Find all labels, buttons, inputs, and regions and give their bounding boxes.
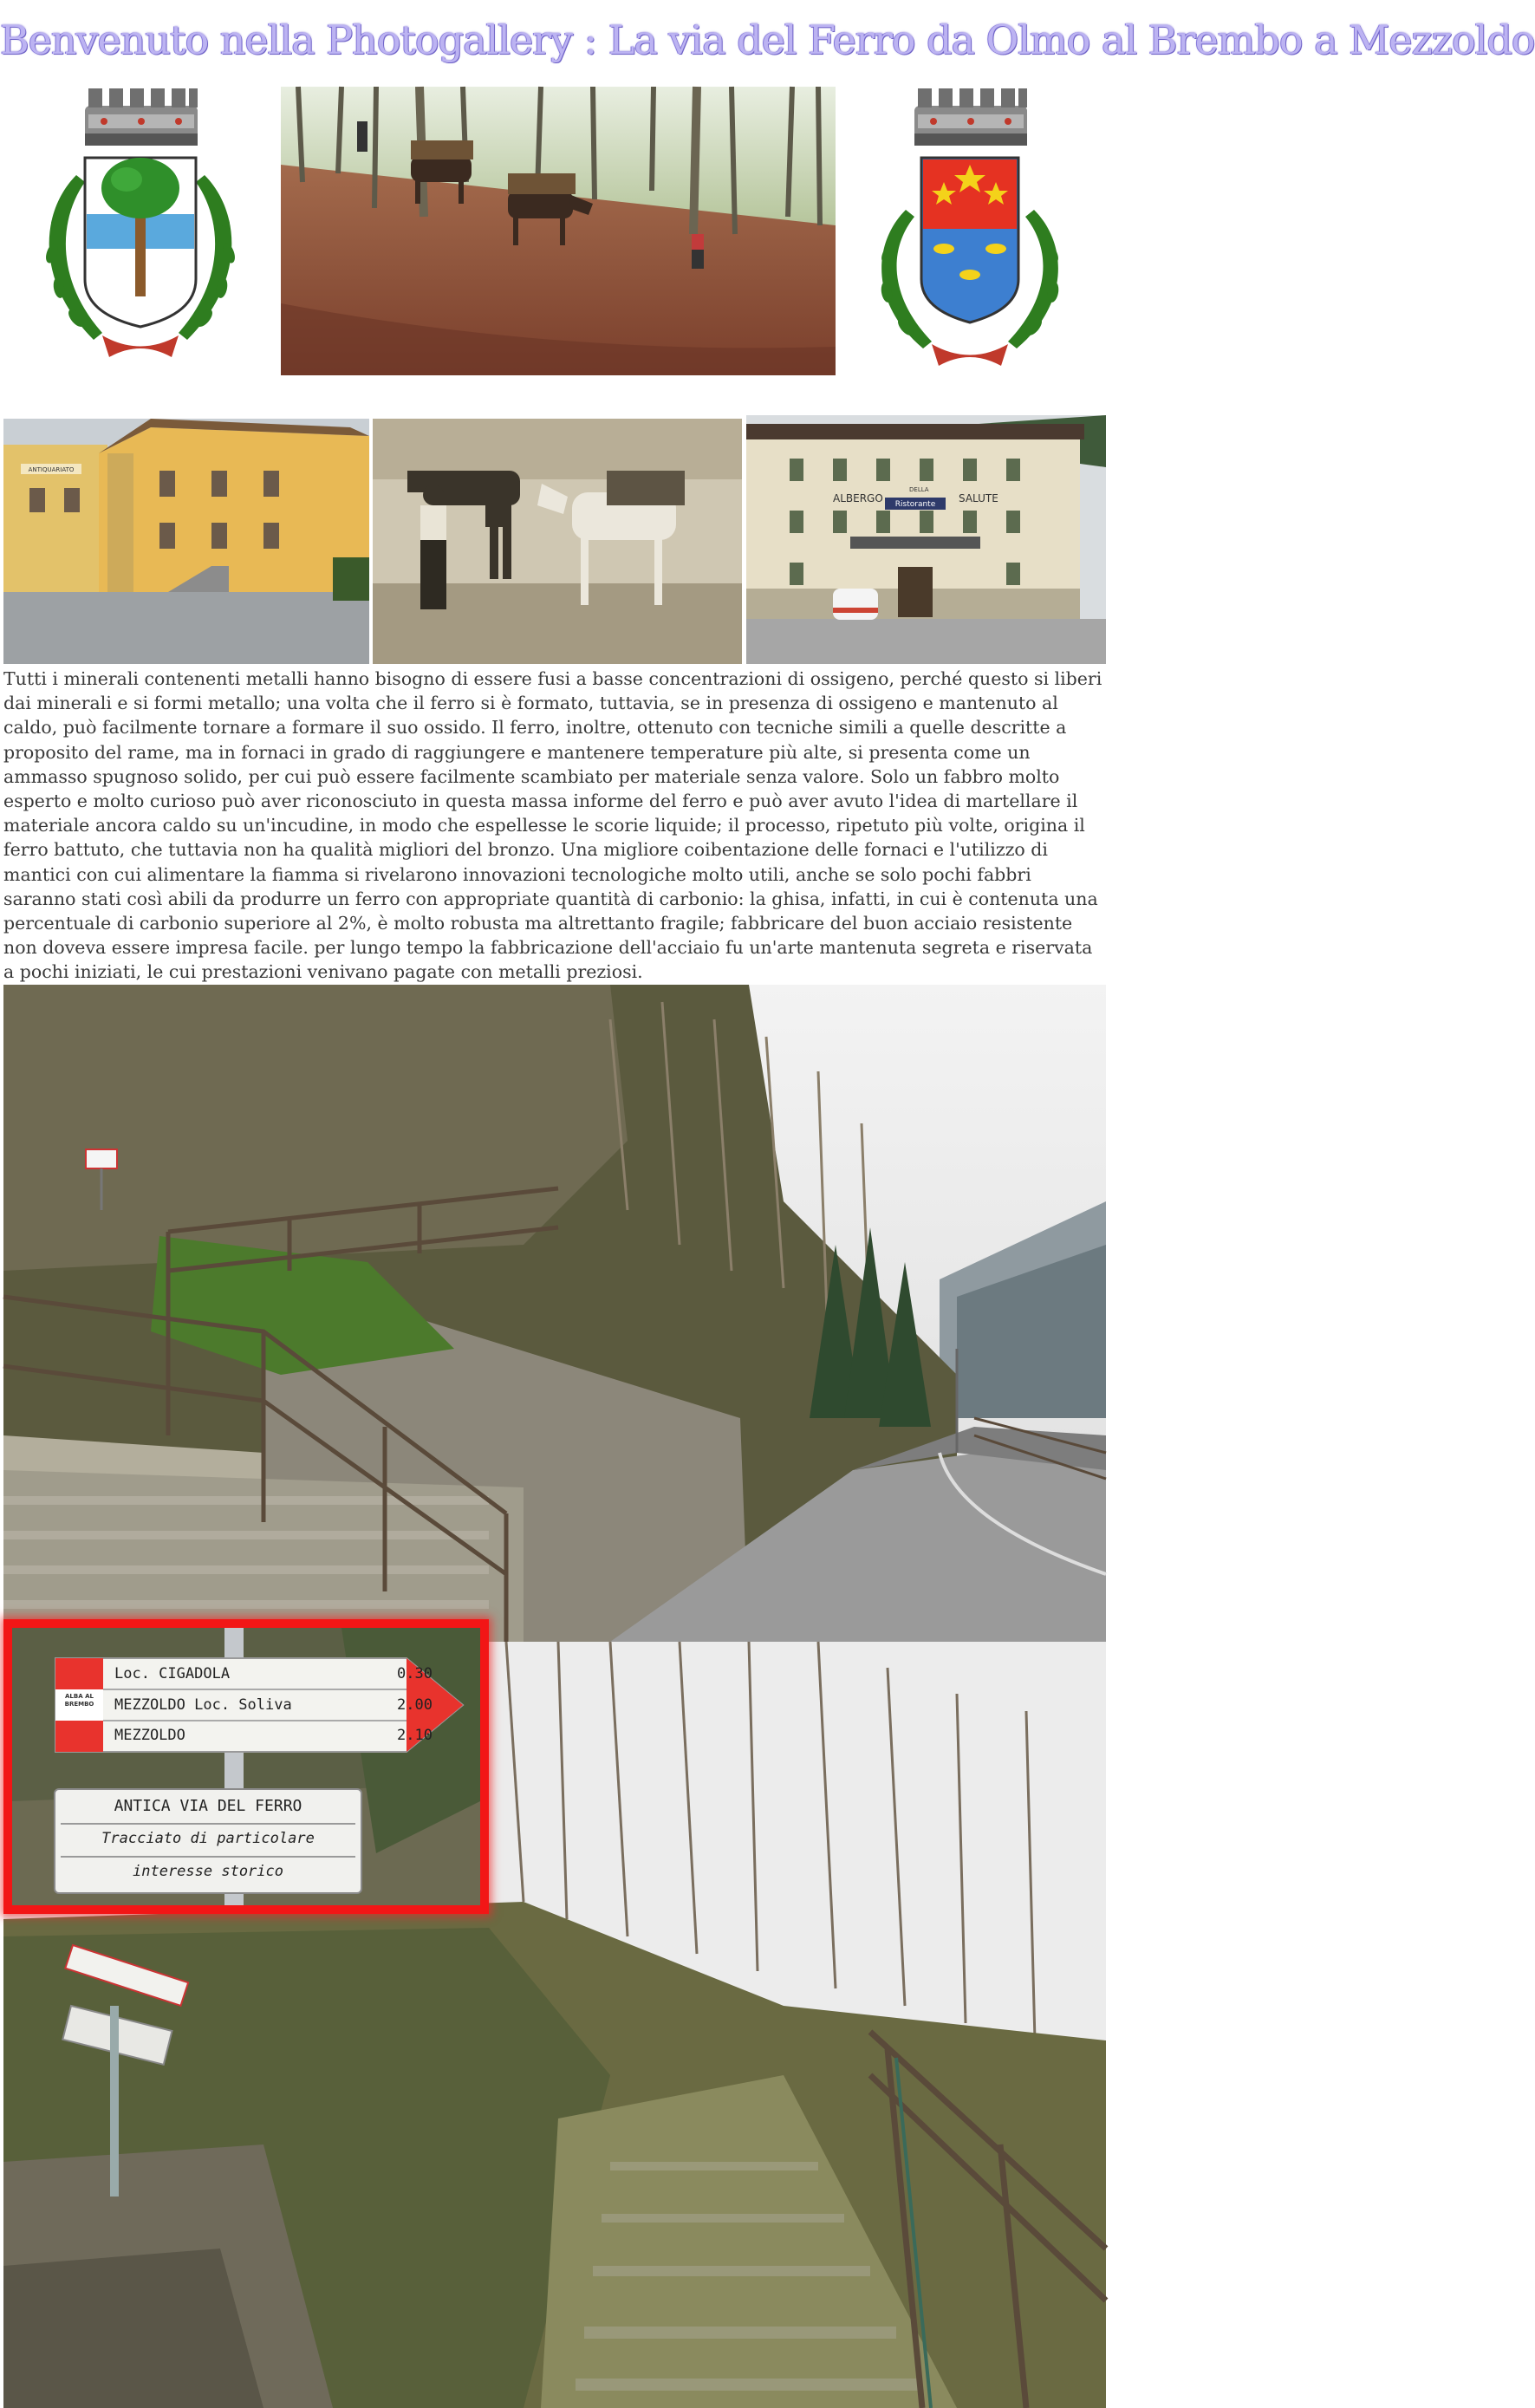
signpost-inset [3, 1619, 489, 1914]
article-text: Tutti i minerali contenenti metalli hanno bisogno di essere fusi a basse concentrazioni di ossigeno, perché questo si liberi dai minerali e si formi metallo; una volta che il ferro si è formato, tuttavia, se in presenza di ossigeno e mantenuto al caldo, può facilmente tornare a formare il suo ossido. Il ferro, inoltre, ottenuto con tecniche simili a quelle descritte a proposito del rame, ma in fornaci in grado di raggiungere e mantenere temperature più alte, si presenta come un ammasso spugnoso solido, per cui può essere facilmente scambiato per materiale senza valore. Solo un fabbro molto esperto e molto curioso può aver riconosciuto in questa massa informe del ferro e può aver avuto l'idea di martellare il materiale ancora caldo su un'incudine, in modo che espellesse le scorie liquide; il processo, ripetuto più volte, origina il ferro battuto, che tuttavia non ha qualità migliori del bronzo. Una migliore coibentazione delle fornaci e l'utilizzo di mantici con cui alimentare la fiamma si rivelarono innovazioni tecnologiche molto utili, anche se solo pochi fabbri saranno stati così abili da produrre un ferro con appropriate quantità di carbonio: la ghisa, infatti, in cui è contenuta una percentuale di carbonio superiore al 2%, è molto robusta ma altrettanto fragile; fabbricare del buon acciaio resistente non doveva essere impresa facile. per lungo tempo la fabbricazione dell'acciaio fu un'arte mantenuta segreta e riservata a pochi iniziati, le cui prestazioni venivano pagate con metalli preziosi. [3, 668, 1102, 983]
page-title: Benvenuto nella Photogallery : La via del Ferro da Olmo al Brembo a Mezzoldo [0, 16, 1535, 63]
coat-of-arms-left [24, 80, 257, 379]
heritage-line: Tracciato di particolare [101, 1830, 315, 1847]
sign-time: 2.00 [397, 1696, 433, 1714]
photo-mules-forest [281, 87, 836, 375]
heritage-sign [54, 1788, 362, 1894]
photo-vintage-mules [373, 419, 742, 664]
sign-place: Loc. CIGADOLA [114, 1665, 231, 1682]
heritage-line: interesse storico [133, 1863, 283, 1880]
sign-time: 2.10 [397, 1727, 433, 1744]
salute-sign: SALUTE [959, 492, 998, 504]
della-sign: DELLA [909, 486, 929, 493]
albergo-sign: ALBERGO [833, 492, 883, 504]
photo-albergo-salute [746, 415, 1106, 664]
sign-row [114, 1722, 448, 1748]
sign-time: 0.30 [397, 1665, 433, 1682]
sign-place: MEZZOLDO Loc. Soliva [114, 1696, 292, 1714]
shop-sign-text: ANTIQUARIATO [28, 466, 75, 473]
ristorante-sign: Ristorante [894, 500, 936, 509]
photo-yellow-building [3, 419, 369, 664]
sign-row [114, 1661, 448, 1687]
sign-badge: ALBA AL BREMBO [64, 1693, 94, 1708]
heritage-title: ANTICA VIA DEL FERRO [114, 1797, 302, 1815]
sign-place: MEZZOLDO [114, 1727, 185, 1744]
photo-road-stairs [3, 985, 1106, 1642]
sign-row [114, 1692, 448, 1718]
coat-of-arms-right [854, 80, 1086, 379]
